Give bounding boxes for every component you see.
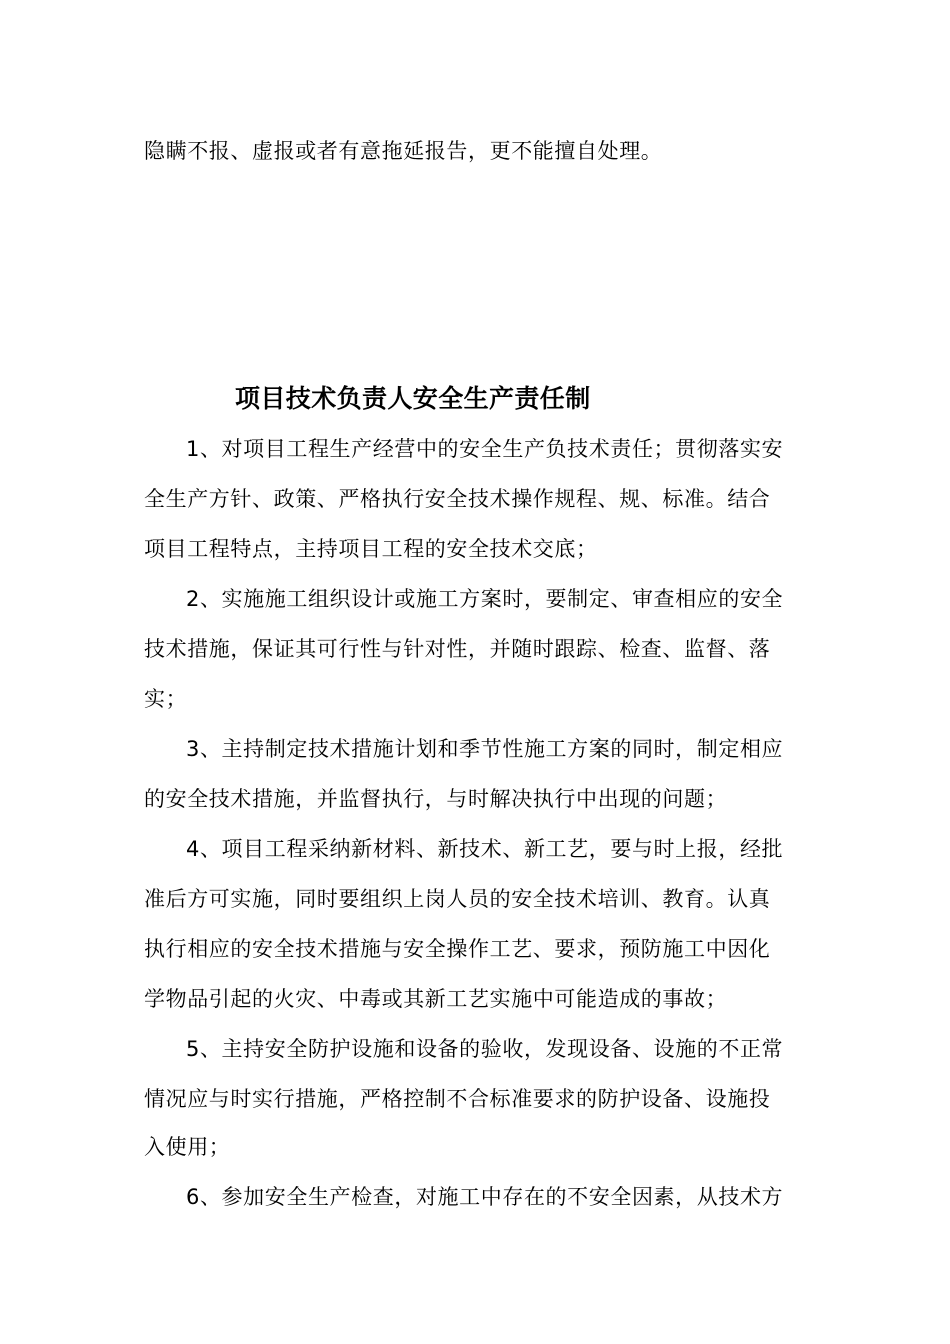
continuation-text: 隐瞒不报、虚报或者有意拖延报告，更不能擅自处理。	[144, 139, 663, 163]
paragraph-5-line-1: 5、主持安全防护设施和设备的验收，发现设备、设施的不正常	[186, 1037, 784, 1061]
paragraph-1-line-2: 全生产方针、政策、严格执行安全技术操作规程、规、标准。结合	[144, 487, 771, 511]
document-title: 项目技术负责人安全生产责任制	[235, 384, 591, 413]
paragraph-6-line-1: 6、参加安全生产检查，对施工中存在的不安全因素，从技术方	[186, 1185, 784, 1209]
paragraph-3-line-2: 的安全技术措施，并监督执行，与时解决执行中出现的问题；	[144, 787, 728, 811]
paragraph-4-line-4: 学物品引起的火灾、中毒或其新工艺实施中可能造成的事故；	[144, 987, 728, 1011]
paragraph-4-line-2: 准后方可实施，同时要组织上岗人员的安全技术培训、教育。认真	[144, 887, 771, 911]
paragraph-4-line-3: 执行相应的安全技术措施与安全操作工艺、要求，预防施工中因化	[144, 937, 771, 961]
paragraph-2-line-1: 2、实施施工组织设计或施工方案时，要制定、审查相应的安全	[186, 587, 784, 611]
paragraph-5-line-2: 情况应与时实行措施，严格控制不合标准要求的防护设备、设施投	[144, 1087, 771, 1111]
paragraph-5-line-3: 入使用；	[144, 1135, 231, 1159]
paragraph-1-line-3: 项目工程特点，主持项目工程的安全技术交底；	[144, 537, 598, 561]
paragraph-4-line-1: 4、项目工程采纳新材料、新技术、新工艺，要与时上报，经批	[186, 837, 784, 861]
paragraph-2-line-2: 技术措施，保证其可行性与针对性，并随时跟踪、检查、监督、落	[144, 637, 771, 661]
paragraph-1-line-1: 1、对项目工程生产经营中的安全生产负技术责任；贯彻落实安	[186, 437, 784, 461]
paragraph-2-line-3: 实；	[144, 687, 188, 711]
paragraph-3-line-1: 3、主持制定技术措施计划和季节性施工方案的同时，制定相应	[186, 737, 784, 761]
